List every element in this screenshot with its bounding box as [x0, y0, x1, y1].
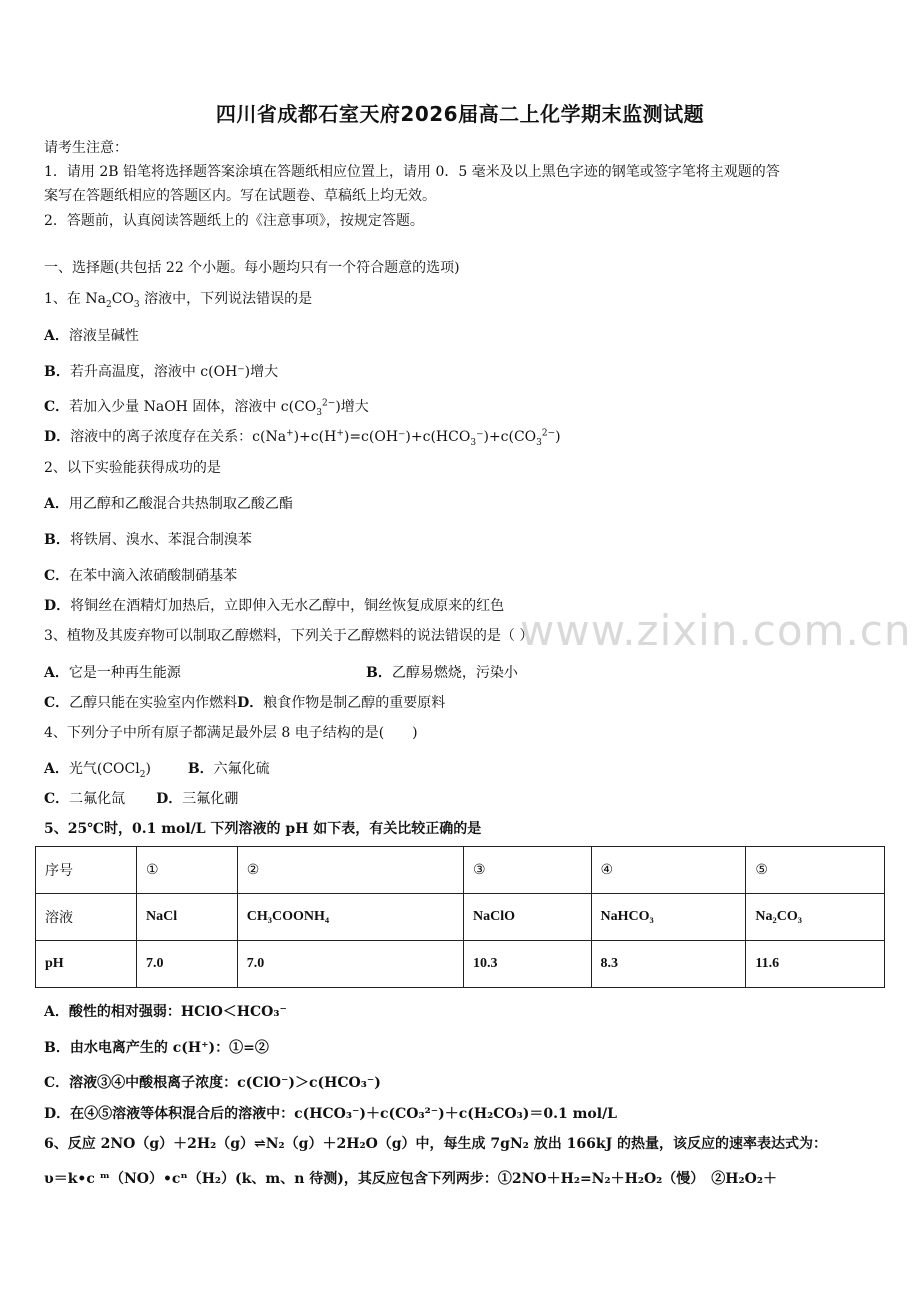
table-cell: 7.0	[137, 941, 238, 988]
notice-item-2: 2．答题前，认真阅读答题纸上的《注意事项》，按规定答题。	[44, 213, 424, 229]
table-cell: ④	[591, 847, 746, 894]
table-row	[36, 941, 885, 988]
table-cell: NaHCO₃	[591, 894, 746, 941]
section-heading: 一、选择题(共包括 22 个小题。每小题均只有一个符合题意的选项)	[44, 260, 460, 276]
q1-option-b: B．若升高温度，溶液中 c(OH⁻)增大	[44, 364, 279, 380]
q4-stem: 4、下列分子中所有原子都满足最外层 8 电子结构的是( )	[44, 725, 418, 741]
table-cell: ②	[237, 847, 463, 894]
table-cell: 溶液	[36, 894, 137, 941]
table-cell: ①	[137, 847, 238, 894]
q5-option-c: C．溶液③④中酸根离子浓度：c(ClO⁻)＞c(HCO₃⁻)	[44, 1075, 381, 1091]
q3-option-c-d: C．乙醇只能在实验室内作燃料D．粮食作物是制乙醇的重要原料	[44, 695, 446, 711]
q1-option-d: D．溶液中的离子浓度存在关系：$c(Na^+)+c(H^+)=c(OH^-)+c(HCO_3^-)+c(CO_3^{2-})$	[44, 428, 561, 448]
table-cell: NaClO	[464, 894, 591, 941]
table-row	[36, 847, 885, 894]
q2-option-b: B．将铁屑、溴水、苯混合制溴苯	[44, 532, 252, 548]
table-cell: 7.0	[237, 941, 463, 988]
notice-item-1b: 案写在答题纸相应的答题区内。写在试题卷、草稿纸上均无效。	[44, 188, 436, 204]
page-title: 四川省成都石室天府2026届高二上化学期末监测试题	[215, 102, 705, 126]
q5-option-b: B．由水电离产生的 c(H⁺)：①=②	[44, 1040, 269, 1056]
q6-line-2: υ＝k•c ᵐ（NO）•cⁿ（H₂）(k、m、n 待测)，其反应包含下列两步：①2NO＋H₂=N₂＋H₂O₂（慢） ②H₂O₂＋	[44, 1171, 777, 1187]
q5-option-d: D．在④⑤溶液等体积混合后的溶液中：c(HCO₃⁻)＋c(CO₃²⁻)＋c(H₂CO₃)＝0.1 mol/L	[44, 1106, 618, 1122]
table-cell: CH₃COONH₄	[237, 894, 463, 941]
q2-option-a: A．用乙醇和乙酸混合共热制取乙酸乙酯	[44, 496, 293, 512]
q5-option-a: A．酸性的相对强弱：HClO＜HCO₃⁻	[44, 1004, 287, 1020]
q3-option-a: A．它是一种再生能源	[44, 665, 181, 681]
table-cell: NaCl	[137, 894, 238, 941]
table-cell: 11.6	[746, 941, 885, 988]
notice-heading: 请考生注意：	[44, 140, 128, 156]
table-cell: 8.3	[591, 941, 746, 988]
table-cell: pH	[36, 941, 137, 988]
table-cell: 10.3	[464, 941, 591, 988]
q1-option-a: A．溶液呈碱性	[44, 328, 139, 344]
q4-option-c-d: C．二氟化氙 D．三氟化硼	[44, 791, 239, 807]
q3-stem: 3、植物及其废弃物可以制取乙醇燃料，下列关于乙醇燃料的说法错误的是（ ）	[44, 628, 534, 644]
q2-option-d: D．将铜丝在酒精灯加热后，立即伸入无水乙醇中，铜丝恢复成原来的红色	[44, 598, 505, 614]
table-cell: ③	[464, 847, 591, 894]
ph-table	[35, 846, 885, 988]
q3-option-b: B．乙醇易燃烧，污染小	[366, 665, 518, 681]
table-cell: 序号	[36, 847, 137, 894]
table-cell: ⑤	[746, 847, 885, 894]
q1-stem: 1、在 $Na_2CO_3$ 溶液中，下列说法错误的是	[44, 291, 313, 310]
table-cell: Na₂CO₃	[746, 894, 885, 941]
q4-option-a-b: A．光气(COCl$_2$) B．六氟化硫	[44, 761, 270, 780]
q1-option-c: C．若加入少量 NaOH 固体，溶液中 $c(CO_3^{2-})$增大	[44, 398, 369, 418]
q6-line-1: 6、反应 2NO（g）＋2H₂（g）⇌N₂（g）＋2H₂O（g）中，每生成 7gN₂ 放出 166kJ 的热量，该反应的速率表达式为：	[44, 1136, 828, 1152]
watermark: www.zixin.com.cn	[520, 606, 912, 655]
table-row	[36, 894, 885, 941]
q2-stem: 2、以下实验能获得成功的是	[44, 460, 221, 476]
notice-item-1a: 1．请用 2B 铅笔将选择题答案涂填在答题纸相应位置上，请用 0．5 毫米及以上黑色字迹的钢笔或签字笔将主观题的答	[44, 164, 780, 180]
q5-stem: 5、25℃时，0.1 mol/L 下列溶液的 pH 如下表，有关比较正确的是	[44, 821, 482, 837]
q2-option-c: C．在苯中滴入浓硝酸制硝基苯	[44, 568, 238, 584]
